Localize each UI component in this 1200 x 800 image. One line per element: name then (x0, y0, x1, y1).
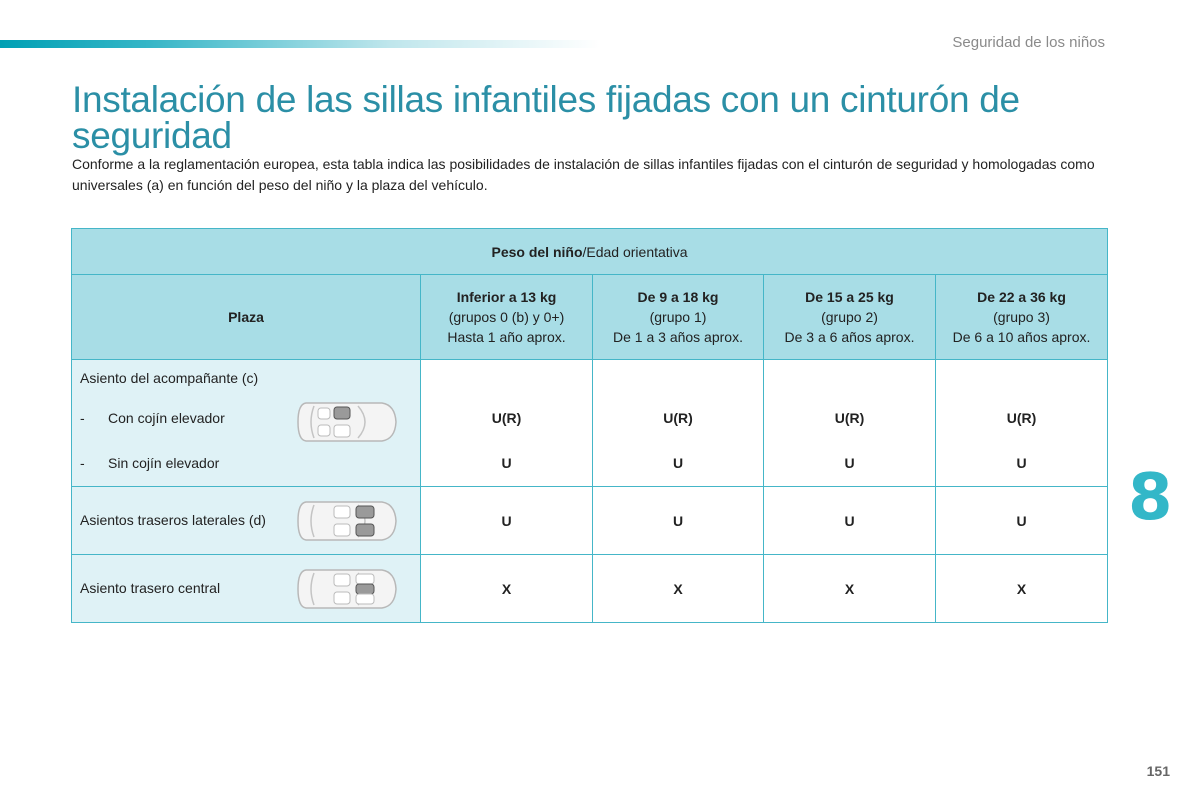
group-age: De 3 a 6 años aprox. (784, 329, 915, 345)
rear-center-value-2: X (764, 555, 936, 623)
seat-value: U (844, 455, 855, 471)
seat-value: U (672, 455, 684, 471)
group-name: (grupos 0 (b) y 0+) (448, 309, 565, 325)
list-dash: - (80, 410, 85, 426)
seat-value: U(R) (491, 410, 522, 426)
weight-header-bold: Peso del niño (491, 243, 583, 260)
group-name: (grupo 1) (649, 309, 707, 325)
group-weight: Inferior a 13 kg (456, 289, 557, 305)
rear-side-value-0: U (421, 487, 593, 555)
group-header-1 (593, 275, 764, 360)
passenger-values-3 (936, 360, 1108, 487)
table-row-passenger-seat (72, 360, 1108, 487)
rear-center-value-0: X (421, 555, 593, 623)
table-row-rear-center-seat (72, 555, 1108, 623)
group-header-0 (421, 275, 593, 360)
table-row-rear-side-seats (72, 487, 1108, 555)
without-booster-label: Sin cojín elevador (108, 455, 220, 471)
with-booster-label: Con cojín elevador (108, 410, 225, 426)
intro-paragraph: Conforme a la reglamentación europea, esta tabla indica las posibilidades de instalación de sillas infantiles fijadas con el cinturón de seguridad y homologadas como universales (a) en función del peso del niño y la plaza del vehículo. (72, 156, 1095, 193)
group-age: Hasta 1 año aprox. (447, 329, 566, 345)
seat-value: U(R) (834, 410, 865, 426)
list-dash: - (80, 455, 85, 471)
group-name: (grupo 2) (821, 309, 878, 325)
car-rear-side-seats-icon (296, 497, 398, 545)
seat-value: U(R) (1006, 410, 1037, 426)
car-rear-center-seat-icon (296, 565, 398, 613)
passenger-seat-cell (72, 360, 421, 487)
weight-header-row (72, 229, 1108, 275)
group-weight: De 22 a 36 kg (977, 289, 1066, 305)
seat-value: U(R) (663, 410, 693, 426)
page-number: 151 (1146, 763, 1170, 779)
group-header-2 (764, 275, 936, 360)
passenger-seat-label: Asiento del acompañante (c) (80, 370, 259, 386)
rear-side-value-3: U (936, 487, 1108, 555)
header-accent-bar (0, 40, 600, 48)
rear-center-cell (72, 555, 421, 623)
passenger-values-1 (593, 360, 764, 487)
passenger-values-0 (421, 360, 593, 487)
group-header-row (72, 275, 1108, 360)
plaza-header: Plaza (72, 275, 421, 360)
seat-value: U (1016, 455, 1027, 471)
rear-side-value-1: U (593, 487, 764, 555)
rear-side-value-2: U (764, 487, 936, 555)
rear-side-label: Asientos traseros laterales (d) (80, 512, 266, 528)
rear-side-cell (72, 487, 421, 555)
group-age: De 6 a 10 años aprox. (952, 329, 1091, 345)
chapter-number: 8 (1128, 461, 1173, 535)
weight-age-header (72, 229, 1108, 275)
group-weight: De 9 a 18 kg (637, 289, 719, 305)
section-title: Seguridad de los niños (952, 34, 1105, 51)
rear-center-label: Asiento trasero central (80, 580, 221, 596)
group-age: De 1 a 3 años aprox. (613, 329, 743, 345)
car-front-passenger-seat-icon (296, 398, 398, 446)
child-seat-table (71, 228, 1108, 623)
group-name: (grupo 3) (993, 309, 1050, 325)
seat-value: U (501, 455, 512, 471)
weight-header-rest: /Edad orientativa (582, 243, 688, 260)
group-header-3 (936, 275, 1108, 360)
page-title: Instalación de las sillas infantiles fijadas con un cinturón de seguridad (72, 79, 1020, 156)
group-weight: De 15 a 25 kg (805, 289, 894, 305)
rear-center-value-3: X (936, 555, 1108, 623)
passenger-values-2 (764, 360, 936, 487)
rear-center-value-1: X (593, 555, 764, 623)
